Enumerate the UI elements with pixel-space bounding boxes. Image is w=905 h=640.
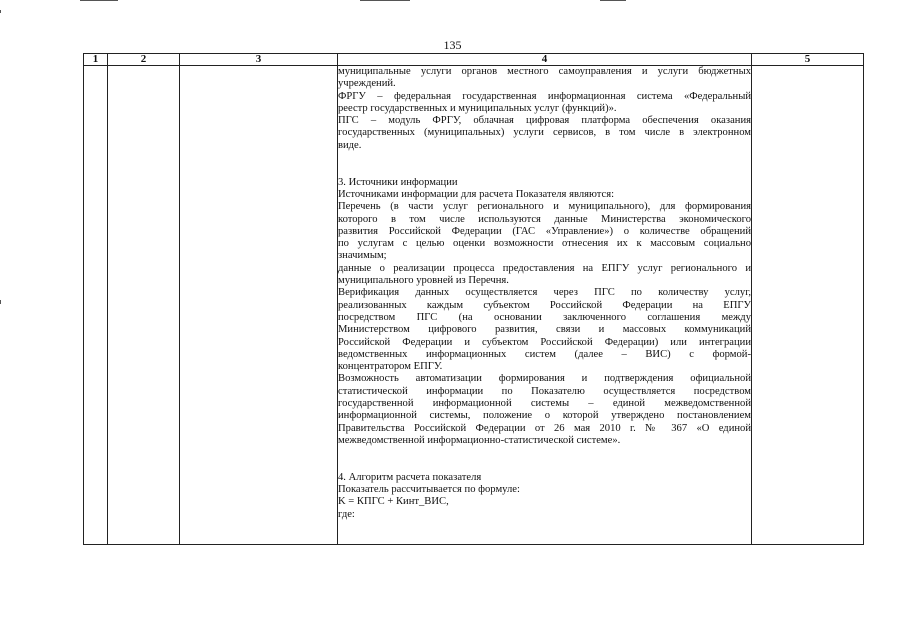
scan-artifact-top <box>360 0 410 1</box>
text-line: K = КПГС + Кинт_ВИС, <box>338 496 449 508</box>
text-line: государственных (муниципальных) услуги сервисов, в том числе в электронном <box>338 127 751 139</box>
text-line: 3. Источники информации <box>338 176 458 188</box>
column-header-2: 2 <box>108 54 180 66</box>
scan-artifact-top <box>600 0 626 1</box>
text-line: межведомственной информационно-статистической системе». <box>338 434 621 446</box>
cell-column-1 <box>84 66 108 545</box>
text-line: ФРГУ – федеральная государственная информационная система «Федеральный <box>338 90 751 102</box>
text-line: Перечень (в части услуг регионального и муниципального), для формирования <box>338 201 751 213</box>
scan-artifact-left <box>0 10 1 13</box>
text-line: муниципального уровней из Перечня. <box>338 275 509 287</box>
blank-line <box>338 447 751 459</box>
text-line: Министерством цифрового развития, связи и массовых коммуникаций <box>338 324 751 336</box>
cell-column-4-text <box>338 66 752 545</box>
column-header-5: 5 <box>752 54 864 66</box>
column-header-4: 4 <box>338 54 752 66</box>
text-line: муниципальные услуги органов местного самоуправления и услуги бюджетных <box>338 66 751 77</box>
blank-line <box>338 152 751 164</box>
cell-column-2 <box>108 66 180 545</box>
page-number: 135 <box>443 38 462 52</box>
text-line: виде. <box>338 139 362 151</box>
text-line: данные о реализации процесса предоставления на ЕПГУ услуг регионального и <box>338 262 751 274</box>
text-line: Верификация данных осуществляется через ПГС по количеству услуг, <box>338 287 751 299</box>
table-row <box>84 66 864 545</box>
text-line: значимым; <box>338 250 387 262</box>
text-line: Показатель рассчитывается по формуле: <box>338 484 520 496</box>
text-line: Возможность автоматизации формирования и подтверждения официальной <box>338 373 751 385</box>
text-line: Источниками информации для расчета Показателя являются: <box>338 188 615 200</box>
text-line: которого в том числе используются данные Министерства экономического <box>338 213 751 225</box>
document-table <box>83 53 864 545</box>
text-line: реестр государственных и муниципальных услуг (функций)». <box>338 102 617 114</box>
text-line: Российской Федерации и субъектом Российской Федерации) или интеграции <box>338 336 751 348</box>
text-line: Правительства Российской Федерации от 26 мая 2010 г. № 367 «О единой <box>338 422 751 434</box>
scan-artifact-left <box>0 300 1 304</box>
text-line: концентратором ЕПГУ. <box>338 361 443 373</box>
column-header-1: 1 <box>84 54 108 66</box>
text-line: учреждений. <box>338 78 396 90</box>
text-line: посредством ПГС (на основании заключенного соглашения между <box>338 311 751 323</box>
cell-column-3 <box>180 66 338 545</box>
text-line: где: <box>338 508 355 520</box>
text-line: 4. Алгоритм расчета показателя <box>338 471 482 483</box>
text-line: информационной системы, положение о которой утверждено постановлением <box>338 410 751 422</box>
column-header-3: 3 <box>180 54 338 66</box>
text-line: ведомственных информационных систем (далее – ВИС) с формой- <box>338 348 751 360</box>
cell-column-5 <box>752 66 864 545</box>
scan-artifact-top <box>80 0 118 1</box>
text-line: государственной информационной системы – единой межведомственной <box>338 398 751 410</box>
header-row <box>84 54 864 66</box>
blank-line <box>338 460 751 472</box>
text-line: по услугам с целью оценки возможности отнесения их к массовым социально <box>338 238 751 250</box>
text-line: статистической информации по Показателю осуществляется посредством <box>338 385 751 397</box>
text-line: развития Российской Федерации (ГАС «Управление») о количестве обращений <box>338 225 751 237</box>
text-line: реализованных каждым субъектом Российской Федерации на ЕПГУ <box>338 299 751 311</box>
blank-line <box>338 164 751 176</box>
text-line: ПГС – модуль ФРГУ, облачная цифровая платформа обеспечения оказания <box>338 115 751 127</box>
